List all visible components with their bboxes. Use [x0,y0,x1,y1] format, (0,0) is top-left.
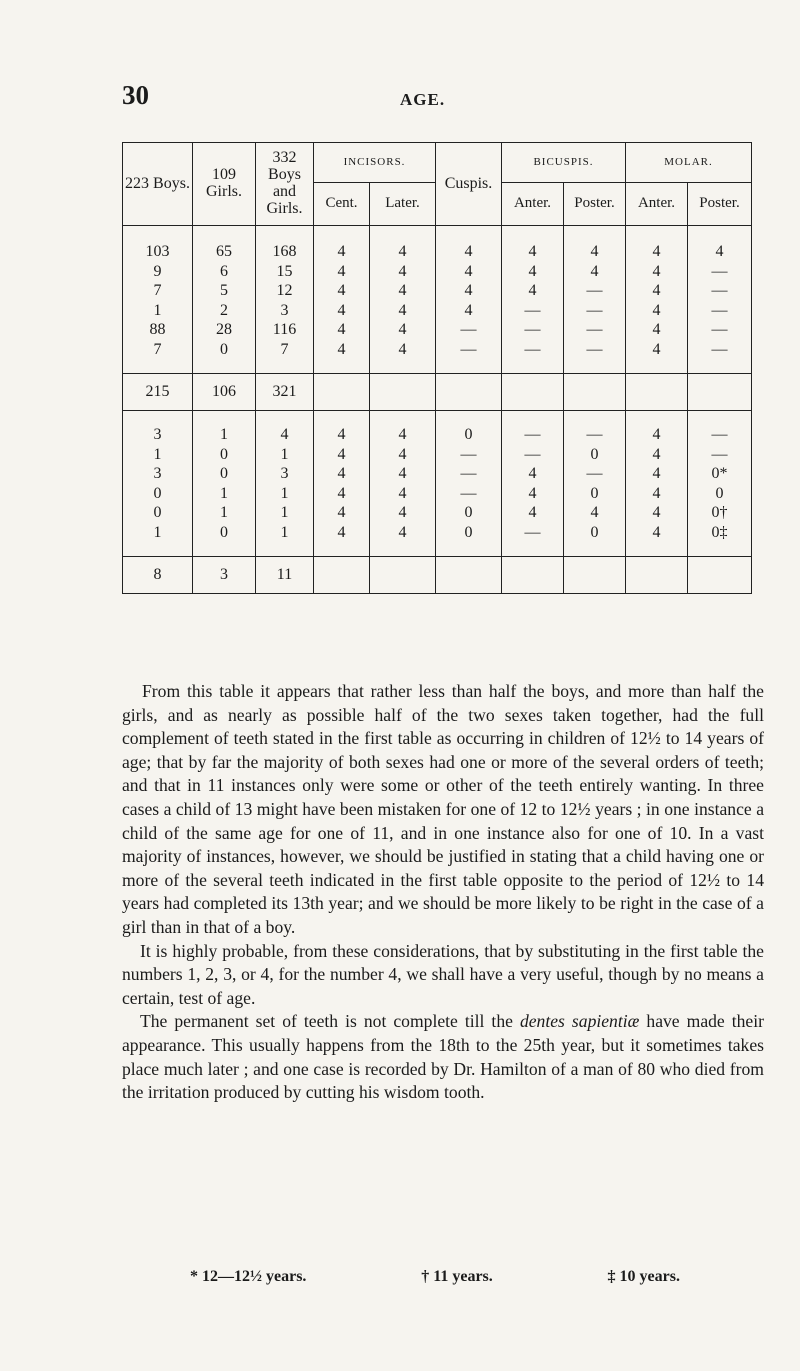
table-cell: 28 [193,320,256,340]
empty-cell [502,374,564,411]
table-row [123,281,752,301]
table-cell: — [688,320,752,340]
table-cell: 4 [256,425,314,445]
table-cell: 4 [626,464,688,484]
table-cell: 4 [370,262,436,282]
table-cell: 4 [564,503,626,523]
teeth-age-table [122,142,752,594]
table-cell: 4 [314,320,370,340]
table-cell: 4 [314,503,370,523]
table-cell: 1 [256,523,314,543]
table-cell: 0 [436,425,502,445]
table-cell: 7 [256,340,314,360]
footnote-double-dagger: ‡ 10 years. [607,1268,680,1285]
table-cell: 4 [314,523,370,543]
spacer-cell [256,226,314,243]
table-cell: 1 [256,445,314,465]
table-cell: 168 [256,242,314,262]
table-cell: 4 [370,445,436,465]
table-cell: 4 [564,262,626,282]
table-row [123,523,752,543]
col-header-molar-anter: Anter. [626,183,688,226]
total-row [123,557,752,594]
empty-cell [626,374,688,411]
table-cell: 4 [370,301,436,321]
spacer-cell [502,226,564,243]
table-cell: 4 [314,301,370,321]
paragraph-3-end: have made their appearance. This usually happens from the 18th to the 25th year, but it sometimes takes place much later ; and one case is recorded by Dr. Hamilton of a man of 80 who died from the irritation produced by cutting his wisdom tooth. [122,1011,764,1103]
spacer-cell [688,542,752,557]
spacer-cell [314,226,370,243]
table-row [123,340,752,360]
table-cell: — [564,464,626,484]
table-cell: 4 [370,320,436,340]
paragraph-3 [122,1010,764,1104]
table-cell: 0 [688,484,752,504]
table-cell: — [436,320,502,340]
table-cell: 4 [370,503,436,523]
empty-cell [688,374,752,411]
empty-cell [502,557,564,594]
table-cell: 1 [123,523,193,543]
spacer-cell [193,359,256,374]
table-cell: 4 [436,301,502,321]
table-cell: 116 [256,320,314,340]
spacer-cell [193,411,256,426]
table-cell: — [688,281,752,301]
table-cell: — [502,523,564,543]
table-cell: 1 [193,484,256,504]
total-cell: 3 [193,557,256,594]
table-cell: 4 [626,340,688,360]
paragraph-3-start: The permanent set of teeth is not complete till the [140,1011,520,1032]
table-row [123,445,752,465]
table-cell: 0 [193,445,256,465]
empty-cell [436,374,502,411]
table-cell: 1 [193,503,256,523]
table-cell: 12 [256,281,314,301]
spacer-cell [626,359,688,374]
table-cell: 4 [502,484,564,504]
table-body [123,226,752,594]
spacer-cell [123,226,193,243]
table-cell: 0* [688,464,752,484]
table-cell: 4 [502,242,564,262]
table-cell: — [564,340,626,360]
table-cell: — [564,425,626,445]
spacer-cell [626,542,688,557]
table-cell: — [436,464,502,484]
spacer-cell [370,542,436,557]
col-header-bicuspis-poster: Poster. [564,183,626,226]
spacer-cell [502,359,564,374]
table-cell: — [564,320,626,340]
total-cell: 106 [193,374,256,411]
table-cell: — [564,301,626,321]
table-cell: 4 [314,281,370,301]
col-header-molar: MOLAR. [626,143,752,183]
table-cell: 4 [626,301,688,321]
total-cell: 321 [256,374,314,411]
table-cell: 0 [193,464,256,484]
table-cell: 2 [193,301,256,321]
paragraph-1: From this table it appears that rather less than half the boys, and more than half the girls, and as nearly as possible half of the two sexes taken together, had the full complement of teeth stated in the first table as occurring in children of 12½ to 14 years of age; that by far the majority of both sexes had one or more of the several orders of teeth; and that in 11 instances only were some or other of the teeth entirely wanting. In three cases a child of 13 might have been mistaken for one of 12 to 12½ years ; in one instance a child of the same age for one of 11, and in one instance also for one of 10. In a vast majority of instances, however, we should be justified in stating that a child having one or more of the several teeth indicated in the first table opposite to the period of 12½ to 14 years had completed its 13th year; and we should be more likely to be right in the case of a girl than in that of a boy. [122,681,764,937]
table-cell: — [502,425,564,445]
table-cell: 3 [123,464,193,484]
spacer-cell [314,542,370,557]
table-cell: 103 [123,242,193,262]
spacer-cell [123,359,193,374]
table-cell: 4 [436,242,502,262]
table-cell: 0‡ [688,523,752,543]
empty-cell [688,557,752,594]
table-cell: 4 [370,523,436,543]
table-cell: 4 [370,242,436,262]
table-cell: 4 [370,425,436,445]
table-cell: 3 [123,425,193,445]
table-row [123,262,752,282]
empty-cell [564,374,626,411]
col-header-boys: 223 Boys. [123,143,193,226]
table-row [123,464,752,484]
table-cell: — [688,301,752,321]
table-cell: — [502,301,564,321]
spacer-cell [370,226,436,243]
table-cell: 3 [256,464,314,484]
table-cell: 3 [256,301,314,321]
spacer-cell [256,542,314,557]
table-row [123,242,752,262]
body-text [122,680,764,1105]
spacer-cell [502,542,564,557]
table-cell: 0 [193,523,256,543]
table-cell: 5 [193,281,256,301]
empty-cell [314,557,370,594]
total-cell: 11 [256,557,314,594]
spacer-cell [436,359,502,374]
spacer-cell [688,411,752,426]
empty-cell [370,557,436,594]
col-header-incisors-cent: Cent. [314,183,370,226]
table-cell: — [688,425,752,445]
table-cell: 4 [626,503,688,523]
spacer-cell [314,411,370,426]
spacer-cell [193,542,256,557]
table-cell: — [688,445,752,465]
table-cell: 65 [193,242,256,262]
table-cell: 4 [314,425,370,445]
spacer-cell [256,359,314,374]
table-cell: 4 [502,503,564,523]
table-cell: 4 [626,281,688,301]
table-cell: 0 [193,340,256,360]
table-cell: 4 [626,262,688,282]
table-cell: 4 [626,445,688,465]
table-cell: 4 [370,281,436,301]
table-cell: 4 [626,320,688,340]
table-cell: 4 [314,445,370,465]
table-cell: — [688,262,752,282]
spacer-cell [626,226,688,243]
table-cell: 4 [314,464,370,484]
table-cell: 4 [626,425,688,445]
table-cell: 4 [502,262,564,282]
spacer-cell [256,411,314,426]
table-cell: 4 [502,464,564,484]
spacer-cell [688,359,752,374]
empty-cell [564,557,626,594]
table-cell: 4 [626,523,688,543]
table-cell: 4 [370,484,436,504]
table-cell: 4 [314,242,370,262]
spacer-row [123,359,752,374]
table-cell: 4 [436,281,502,301]
spacer-cell [370,411,436,426]
spacer-cell [123,411,193,426]
table-row [123,425,752,445]
col-header-incisors: INCISORS. [314,143,436,183]
empty-cell [370,374,436,411]
table-cell: 0 [564,484,626,504]
table-cell: 1 [123,445,193,465]
table-cell: — [688,340,752,360]
table-cell: 4 [370,340,436,360]
table-cell: 6 [193,262,256,282]
table-cell: 4 [626,484,688,504]
table-cell: 4 [688,242,752,262]
spacer-cell [436,411,502,426]
table-cell: 15 [256,262,314,282]
table-cell: 4 [564,242,626,262]
table-cell: 88 [123,320,193,340]
table-cell: 4 [314,484,370,504]
paragraph-2: It is highly probable, from these considerations, that by substituting in the first table the numbers 1, 2, 3, or 4, for the number 4, we shall have a very useful, though by no means a certain, test of age. [122,940,764,1008]
spacer-row [123,542,752,557]
col-header-molar-poster: Poster. [688,183,752,226]
table-cell: 4 [314,340,370,360]
table-cell: — [502,340,564,360]
table-cell: 1 [256,484,314,504]
page-number: 30 [122,80,149,110]
table-cell: — [564,281,626,301]
table-cell: 4 [436,262,502,282]
spacer-cell [564,359,626,374]
table-cell: 1 [123,301,193,321]
italic-term: dentes sapientiæ [519,1011,640,1032]
spacer-cell [564,411,626,426]
spacer-cell [626,411,688,426]
table-cell: 1 [193,425,256,445]
table-cell: 4 [502,281,564,301]
col-header-incisors-later: Later. [370,183,436,226]
table-cell: 7 [123,340,193,360]
footnote-star: * 12—12½ years. [190,1268,307,1285]
running-title: AGE. [400,90,446,109]
table-cell: — [436,445,502,465]
spacer-cell [564,226,626,243]
table-cell: 4 [314,262,370,282]
table-cell: 0 [564,445,626,465]
table-row [123,320,752,340]
total-cell: 215 [123,374,193,411]
table-cell: — [502,320,564,340]
table-cell: 4 [370,464,436,484]
empty-cell [436,557,502,594]
spacer-cell [314,359,370,374]
spacer-row [123,226,752,243]
table-row [123,503,752,523]
spacer-cell [193,226,256,243]
table-row [123,301,752,321]
table-cell: 0† [688,503,752,523]
total-row [123,374,752,411]
table-cell: — [436,340,502,360]
table-cell: 0 [436,523,502,543]
table-cell: 4 [626,242,688,262]
table-cell: — [436,484,502,504]
spacer-cell [123,542,193,557]
empty-cell [626,557,688,594]
empty-cell [314,374,370,411]
col-header-girls: 109 Girls. [193,143,256,226]
spacer-cell [688,226,752,243]
footnote-dagger: † 11 years. [421,1268,493,1285]
table-cell: 0 [123,503,193,523]
col-header-bicuspis: BICUSPIS. [502,143,626,183]
spacer-cell [370,359,436,374]
spacer-row [123,411,752,426]
table-cell: 0 [123,484,193,504]
table-cell: 1 [256,503,314,523]
table-cell: 0 [564,523,626,543]
spacer-cell [564,542,626,557]
table-cell: 9 [123,262,193,282]
spacer-cell [436,226,502,243]
table-cell: — [502,445,564,465]
footnotes [190,1268,750,1286]
spacer-cell [436,542,502,557]
spacer-cell [502,411,564,426]
col-header-bicuspis-anter: Anter. [502,183,564,226]
table-cell: 7 [123,281,193,301]
table-cell: 0 [436,503,502,523]
col-header-cuspis: Cuspis. [436,143,502,226]
total-cell: 8 [123,557,193,594]
table-row [123,484,752,504]
col-header-both: 332 Boys and Girls. [256,143,314,226]
